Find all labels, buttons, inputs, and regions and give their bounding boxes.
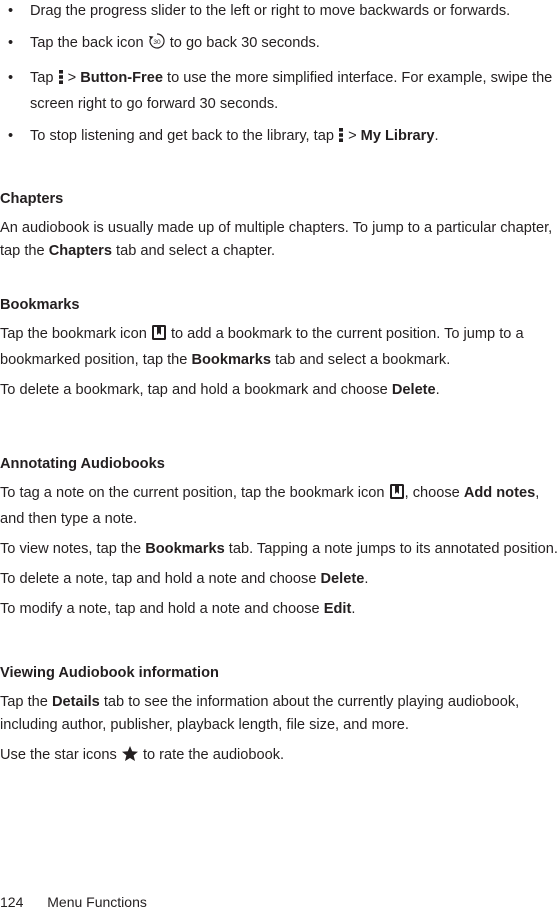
bullet-text: Drag the progress slider to the left or right to move backwards or forwards. bbox=[30, 3, 511, 19]
bullet-dot: • bbox=[8, 128, 14, 144]
bookmarks-heading: Bookmarks bbox=[0, 297, 80, 313]
text-run: To modify a note, tap and hold a note and choose bbox=[0, 601, 320, 617]
bullet-text: To stop listening and get back to the library, tap bbox=[30, 128, 334, 144]
bookmarks-paragraph bbox=[0, 323, 558, 372]
text-run: to add a bookmark to the current position. To jump to a bookmarked position, tap the bbox=[0, 326, 524, 368]
text-run: to rate the audiobook. bbox=[142, 747, 285, 763]
bullet-text: Tap bbox=[30, 70, 54, 86]
separator: > bbox=[348, 128, 357, 144]
bullet-text: to go back 30 seconds. bbox=[169, 35, 320, 51]
viewing-heading: Viewing Audiobook information bbox=[0, 665, 219, 681]
text-run: tab. Tapping a note jumps to its annotated position. bbox=[228, 541, 558, 557]
details-tab-label: Details bbox=[51, 694, 100, 710]
menu-dots-icon bbox=[338, 127, 344, 151]
text-run: To tag a note on the current position, tap the bookmark icon bbox=[0, 485, 385, 501]
text-run: Tap the bbox=[0, 694, 48, 710]
page-footer bbox=[0, 893, 147, 911]
text-run: Tap the bookmark icon bbox=[0, 326, 147, 342]
bookmarks-section bbox=[0, 294, 558, 409]
star-icon bbox=[121, 745, 139, 770]
bullet-item bbox=[0, 67, 558, 116]
text-run: An audiobook is usually made up of multiple chapters. To jump to a particular chapter, tap the bbox=[0, 220, 553, 259]
edit-label: Edit bbox=[323, 601, 352, 617]
text-run: . bbox=[435, 382, 440, 398]
annotating-heading: Annotating Audiobooks bbox=[0, 456, 165, 472]
bullet-text: Tap the back icon bbox=[30, 35, 144, 51]
bullet-list bbox=[0, 0, 558, 160]
text-run: . bbox=[351, 601, 356, 617]
delete-label: Delete bbox=[320, 571, 365, 587]
button-free-label: Button-Free bbox=[80, 70, 163, 86]
bookmarks-tab-label: Bookmarks bbox=[145, 541, 225, 557]
text-run: tab and select a bookmark. bbox=[275, 352, 451, 368]
viewing-rate-paragraph bbox=[0, 744, 558, 770]
chapters-tab-label: Chapters bbox=[48, 243, 112, 259]
bullet-dot: • bbox=[8, 35, 14, 51]
annotating-delete-paragraph bbox=[0, 568, 558, 591]
menu-dots-icon bbox=[58, 69, 64, 93]
text-run: tab to see the information about the currently playing audiobook, including author, publisher, playback length, file size, and more. bbox=[0, 694, 520, 733]
bullet-item bbox=[0, 32, 558, 58]
bullet-dot: • bbox=[8, 3, 14, 19]
text-run: To view notes, tap the bbox=[0, 541, 142, 557]
page-number: 124 bbox=[0, 894, 24, 910]
annotating-paragraph bbox=[0, 482, 558, 531]
separator: > bbox=[67, 70, 77, 86]
footer-section-title: Menu Functions bbox=[47, 894, 147, 910]
text-run: To delete a note, tap and hold a note and choose bbox=[0, 571, 317, 587]
text-run: Use the star icons bbox=[0, 747, 117, 763]
bookmark-icon bbox=[151, 324, 167, 349]
text-run: , choose bbox=[404, 485, 460, 501]
chapters-section bbox=[0, 188, 558, 270]
text-run: To delete a bookmark, tap and hold a bookmark and choose bbox=[0, 382, 388, 398]
text-run: . bbox=[364, 571, 369, 587]
bullet-item bbox=[0, 0, 558, 23]
chapters-paragraph bbox=[0, 217, 558, 263]
bullet-text: . bbox=[434, 128, 439, 144]
my-library-label: My Library bbox=[360, 128, 435, 144]
bookmark-icon bbox=[389, 483, 405, 508]
annotating-section bbox=[0, 453, 558, 628]
bullet-item bbox=[0, 125, 558, 151]
back-30-icon-label: 30 bbox=[153, 39, 161, 46]
bookmarks-tab-label: Bookmarks bbox=[191, 352, 271, 368]
bullet-dot: • bbox=[8, 70, 14, 86]
delete-label: Delete bbox=[391, 382, 436, 398]
viewing-paragraph bbox=[0, 691, 558, 737]
chapters-heading: Chapters bbox=[0, 191, 64, 207]
annotating-view-paragraph bbox=[0, 538, 558, 561]
back-30-icon bbox=[148, 32, 166, 58]
annotating-modify-paragraph bbox=[0, 598, 558, 621]
bullet-text: to use the more simplified interface. For example, swipe the screen right to go forward 30 seconds. bbox=[30, 70, 553, 112]
text-run: , and then type a note. bbox=[0, 485, 540, 527]
add-notes-label: Add notes bbox=[463, 485, 536, 501]
bookmarks-delete-paragraph bbox=[0, 379, 558, 402]
text-run: tab and select a chapter. bbox=[116, 243, 276, 259]
viewing-section bbox=[0, 662, 558, 777]
